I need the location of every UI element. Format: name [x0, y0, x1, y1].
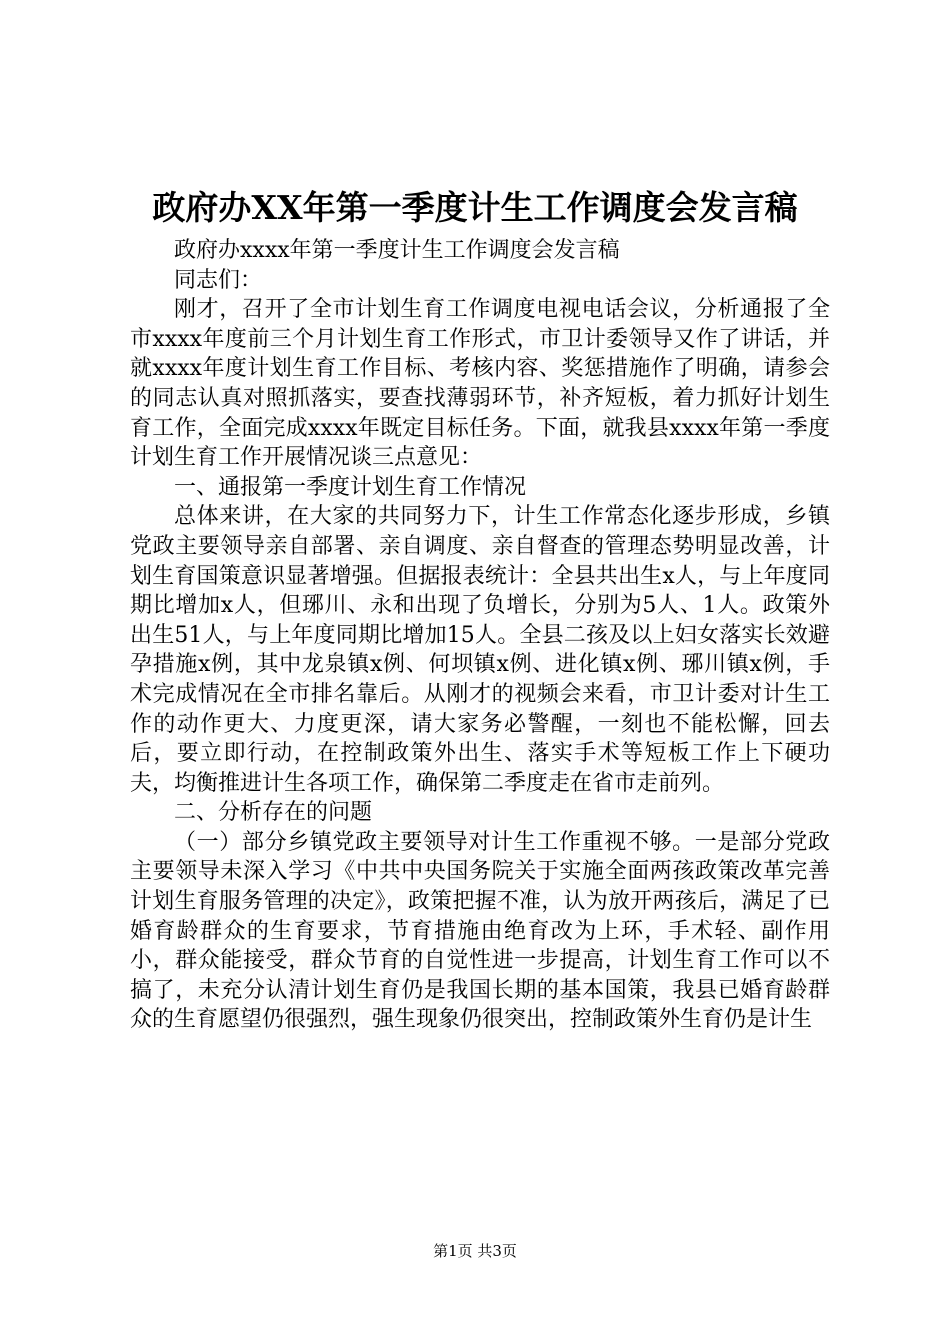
paragraph-intro: 刚才，召开了全市计划生育工作调度电视电话会议，分析通报了全市xxxx年度前三个月计划生育工作形式，市卫计委领导又作了讲话，并就xxxx年度计划生育工作目标、考核内容、奖惩措施作了明确，请参会的同志认真对照抓落实，要查找薄弱环节，补齐短板，着力抓好计划生育工作，全面完成xxxx年既定目标任务。下面，就我县xxxx年第一季度计划生育工作开展情况谈三点意见： — [130, 297, 830, 471]
document-body — [130, 236, 830, 1035]
section-heading-2: 二、分析存在的问题 — [174, 800, 373, 826]
paragraph-salutation: 同志们： — [174, 267, 263, 293]
section-heading-1: 一、通报第一季度计划生育工作情况 — [174, 474, 527, 500]
paragraph-subtitle: 政府办xxxx年第一季度计生工作调度会发言稿 — [174, 238, 620, 263]
document-title: 政府办XX年第一季度计生工作调度会发言稿 — [152, 188, 798, 227]
page-number-footer: 第1页 共3页 — [433, 1242, 517, 1260]
paragraph-section-2-1: （一）部分乡镇党政主要领导对计生工作重视不够。一是部分党政主要领导未深入学习《中共中央国务院关于实施全面两孩政策改革完善计划生育服务管理的决定》，政策把握不准，认为放开两孩后，满足了已婚育龄群众的生育要求，节育措施由绝育改为上环，手术轻、副作用小，群众能接受，群众节育的自觉性进一步提高，计划生育工作可以不搞了，未充分认清计划生育仍是我国长期的基本国策，我县已婚育龄群众的生育愿望仍很强烈，强生现象仍很突出，控制政策外生育仍是计生 — [130, 829, 830, 1033]
paragraph-section-1: 总体来讲，在大家的共同努力下，计生工作常态化逐步形成，乡镇党政主要领导亲自部署、亲自调度、亲自督查的管理态势明显改善，计划生育国策意识显著增强。但据报表统计：全县共出生x人，与上年度同期比增加x人，但琊川、永和出现了负增长，分别为5人、1人。政策外出生51人，与上年度同期比增加15人。全县二孩及以上妇女落实长效避孕措施x例，其中龙泉镇x例、何坝镇x例、进化镇x例、琊川镇x例，手术完成情况在全市排名靠后。从刚才的视频会来看，市卫计委对计生工作的动作更大、力度更深，请大家务必警醒，一刻也不能松懈，回去后，要立即行动，在控制政策外出生、落实手术等短板工作上下硬功夫，均衡推进计生各项工作，确保第二季度走在省市走前列。 — [130, 504, 830, 796]
